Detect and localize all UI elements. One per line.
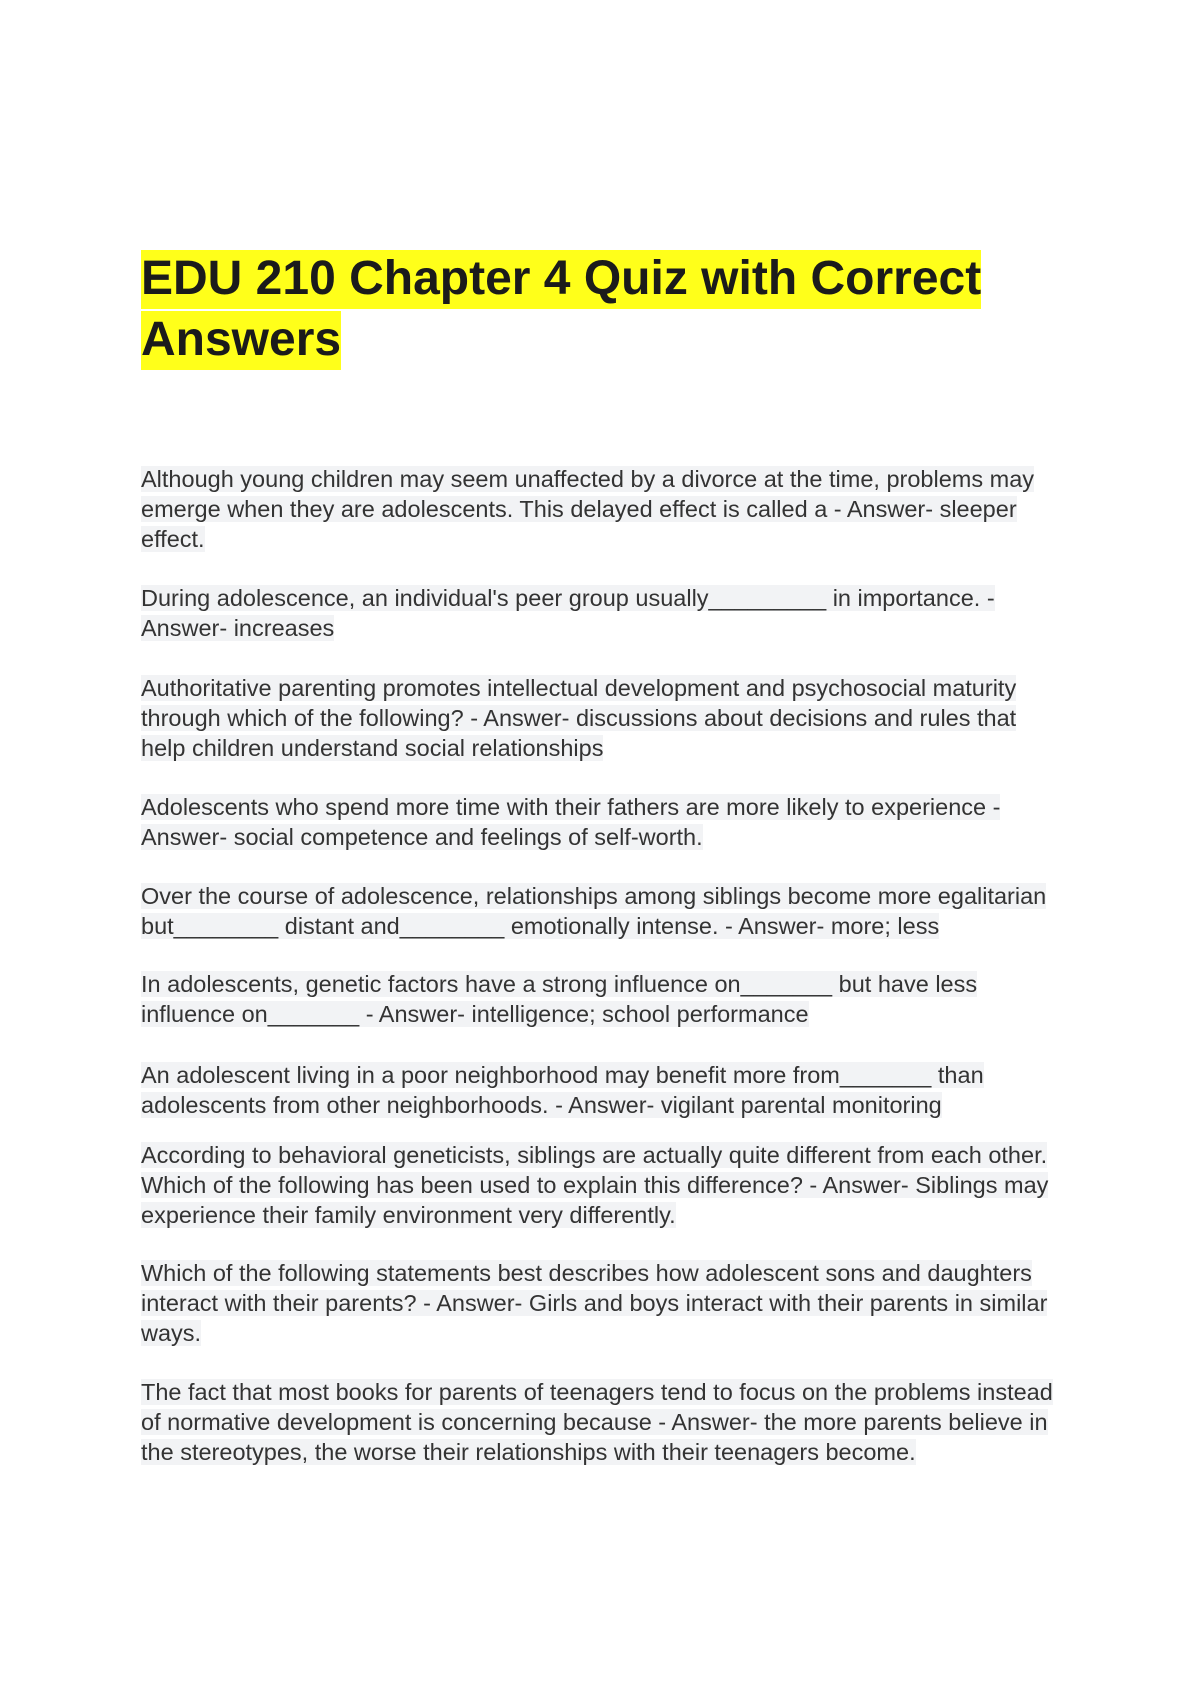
qa-item-3: Authoritative parenting promotes intellectual development and psychosocial maturity through which of the following? - Answer- discussions about decisions and rules that help children understand social relationships [141,675,1017,761]
qa-item-1: Although young children may seem unaffected by a divorce at the time, problems may emerge when they are adolescents. This delayed effect is called a - Answer- sleeper effect. [141,466,1035,552]
qa-item-5: Over the course of adolescence, relationships among siblings become more egalitarian but________ distant and________ emotionally intense. - Answer- more; less [141,883,1047,939]
document-title: EDU 210 Chapter 4 Quiz with Correct Answers [141,248,1041,370]
qa-item-9: Which of the following statements best describes how adolescent sons and daughters interact with their parents? - Answer- Girls and boys interact with their parents in similar ways. [141,1260,1048,1346]
qa-item-4: Adolescents who spend more time with their fathers are more likely to experience - Answer- social competence and feelings of self-worth. [141,794,1001,850]
qa-item-10: The fact that most books for parents of teenagers tend to focus on the problems instead of normative development is concerning because - Answer- the more parents believe in the stereotypes, the worse their relationships with their teenagers become. [141,1379,1053,1465]
qa-item-6: In adolescents, genetic factors have a strong influence on_______ but have less influence on_______ - Answer- intelligence; school performance [141,971,978,1027]
qa-item-8: According to behavioral geneticists, siblings are actually quite different from each other. Which of the following has been used to explain this difference? - Answer- Siblings may experience their family environment very differently. [141,1142,1049,1228]
qa-item-7: An adolescent living in a poor neighborhood may benefit more from_______ than adolescents from other neighborhoods. - Answer- vigilant parental monitoring [141,1062,984,1118]
qa-item-2: During adolescence, an individual's peer group usually_________ in importance. - Answer- increases [141,585,995,641]
